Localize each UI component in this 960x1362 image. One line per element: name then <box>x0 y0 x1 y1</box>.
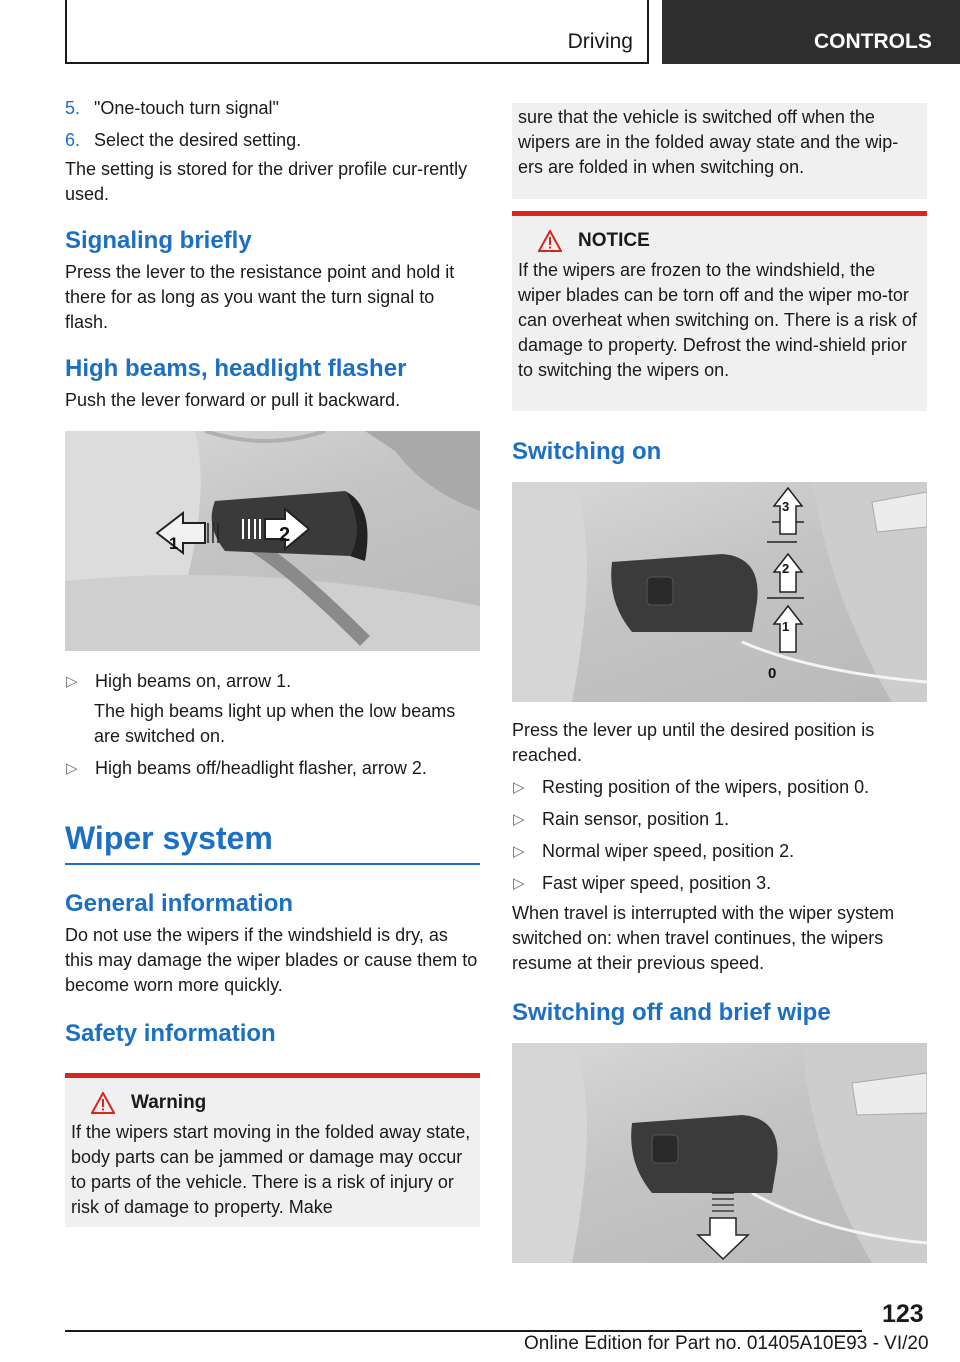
triangle-bullet-icon: ▷ <box>513 779 525 796</box>
highbeam-heading: High beams, headlight flasher <box>65 355 407 382</box>
figure2-label-0: 0 <box>768 665 777 682</box>
notice-title: NOTICE <box>578 230 650 251</box>
triangle-bullet-icon: ▷ <box>513 843 525 860</box>
triangle-bullet-icon: ▷ <box>513 811 525 828</box>
wiper-heading-block <box>65 819 480 865</box>
notice-box <box>512 211 927 411</box>
switching-on-heading: Switching on <box>512 438 662 465</box>
warning-triangle-icon <box>538 230 562 252</box>
footer-rule <box>65 1330 862 1332</box>
step-text: Select the desired setting. <box>94 130 302 150</box>
left-column <box>65 96 480 1227</box>
bullet-subtext: The high beams light up when the low beams are switched on. <box>94 701 456 746</box>
signaling-text: Press the lever to the resistance point and hold it there for as long as you want the turn signal to flash. <box>65 262 455 332</box>
step-text: "One-touch turn signal" <box>94 98 279 118</box>
notice-title-row <box>518 230 921 252</box>
general-text: Do not use the wipers if the windshield is dry, as this may damage the wiper blades or cause them to become worn more quickly. <box>65 925 478 995</box>
bullet-text: Resting position of the wipers, position 0. <box>542 777 870 797</box>
footer-edition: Online Edition for Part no. 01405A10E93 - VI/20 <box>524 1333 929 1354</box>
wiper-lever-down-illustration <box>512 1043 927 1263</box>
figure1-label-1: 1 <box>169 534 179 553</box>
warning-title: Warning <box>131 1092 207 1113</box>
warning-text: If the wipers start moving in the folded away state, body parts can be jammed or damage may occur to parts of the vehicle. There is a risk of injury or risk of damage to property. Make <box>71 1122 471 1217</box>
switching-on-figure <box>512 482 927 702</box>
warning-continued-box <box>512 103 927 199</box>
stored-note: The setting is stored for the driver profile cur-rently used. <box>65 159 468 204</box>
general-heading: General information <box>65 890 294 917</box>
highbeam-lever-illustration <box>65 431 480 651</box>
triangle-bullet-icon: ▷ <box>513 875 525 892</box>
bullet-text: Normal wiper speed, position 2. <box>542 841 795 861</box>
page-number: 123 <box>882 1300 924 1328</box>
figure2-label-1: 1 <box>782 619 790 634</box>
bullet-text: Fast wiper speed, position 3. <box>542 873 772 893</box>
warning-title-row <box>71 1092 474 1114</box>
position-bullet <box>512 839 927 864</box>
triangle-bullet-icon: ▷ <box>66 673 78 690</box>
interrupted-text: When travel is interrupted with the wiper system switched on: when travel continues, the wipers resume at their previous speed. <box>512 903 895 973</box>
position-bullet <box>512 871 927 896</box>
step-item <box>65 96 480 121</box>
position-bullet <box>512 807 927 832</box>
highbeam-text: Push the lever forward or pull it backward. <box>65 390 401 410</box>
position-bullet <box>512 775 927 800</box>
bullet-text: High beams off/headlight flasher, arrow 2. <box>95 758 427 778</box>
wiper-heading: Wiper system <box>65 820 273 856</box>
signaling-heading: Signaling briefly <box>65 227 252 254</box>
header-section-title: Driving <box>567 30 633 53</box>
highbeam-bullet <box>65 669 480 694</box>
step-number: 5. <box>65 98 81 118</box>
figure1-label-2: 2 <box>279 524 291 546</box>
right-column <box>512 103 927 1263</box>
step-number: 6. <box>65 130 81 150</box>
switching-off-heading: Switching off and brief wipe <box>512 999 831 1026</box>
figure2-label-3: 3 <box>782 499 790 514</box>
bullet-text: High beams on, arrow 1. <box>95 671 292 691</box>
header-section-box <box>65 0 649 64</box>
safety-heading: Safety information <box>65 1020 276 1047</box>
warning-box <box>65 1073 480 1227</box>
notice-text: If the wipers are frozen to the windshield, the wiper blades can be torn off and the wiper mo-tor can overheat when switching on. There is a risk of damage to property. Defrost the wind-shield prior to switching the wipers on. <box>518 260 917 380</box>
header-chapter-box <box>662 0 960 64</box>
highbeam-lever-figure <box>65 431 480 651</box>
header-chapter-title: CONTROLS <box>814 30 932 53</box>
bullet-text: Rain sensor, position 1. <box>542 809 730 829</box>
figure2-label-2: 2 <box>782 561 790 576</box>
warning-triangle-icon <box>91 1092 115 1114</box>
wiper-lever-up-illustration <box>512 482 927 702</box>
triangle-bullet-icon: ▷ <box>66 760 78 777</box>
warning-continued-text: sure that the vehicle is switched off when the wipers are in the folded away state and the wip-ers are folded in when switching on. <box>518 107 899 177</box>
switching-on-text: Press the lever up until the desired position is reached. <box>512 720 875 765</box>
step-item <box>65 128 480 153</box>
highbeam-bullet <box>65 756 480 781</box>
switching-off-figure <box>512 1043 927 1263</box>
